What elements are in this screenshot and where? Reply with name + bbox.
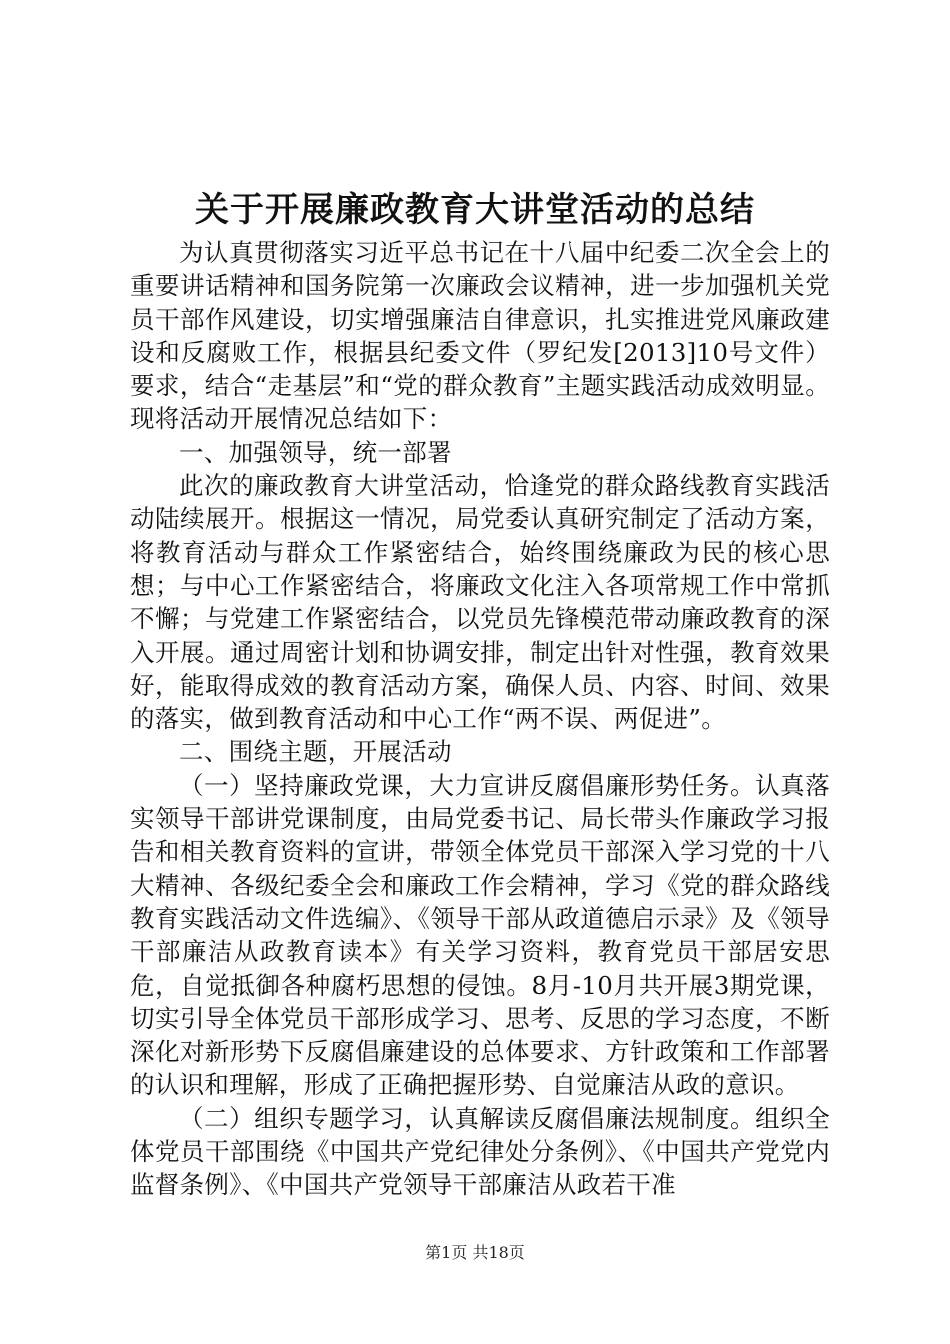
paragraph-subsection-2: （二）组织专题学习，认真解读反腐倡廉法规制度。组织全体党员干部围绕《中国共产党纪律处分条例》、《中国共产党党内监督条例》、《中国共产党领导干部廉洁从政若干准 <box>130 1103 830 1200</box>
paragraph-subsection-1: （一）坚持廉政党课，大力宣讲反腐倡廉形势任务。认真落实领导干部讲党课制度，由局党委书记、局长带头作廉政学习报告和相关教育资料的宣讲，带领全体党员干部深入学习党的十八大精神、各级纪委全会和廉政工作会精神，学习《党的群众路线教育实践活动文件选编》、《领导干部从政道德启示录》及《领导干部廉洁从政教育读本》有关学习资料，教育党员干部居安思危，自觉抵御各种腐朽思想的侵蚀。8月-10月共开展3期党课，切实引导全体党员干部形成学习、思考、反思的学习态度，不断深化对新形势下反腐倡廉建设的总体要求、方针政策和工作部署的认识和理解，形成了正确把握形势、自觉廉洁从政的意识。 <box>130 770 830 1100</box>
section-heading-1: 一、加强领导，统一部署 <box>179 437 452 467</box>
document-title: 关于开展廉政教育大讲堂活动的总结 <box>195 190 755 230</box>
page-number-footer: 第1页 共18页 <box>425 1243 525 1262</box>
document-body <box>130 236 830 1202</box>
paragraph-intro: 为认真贯彻落实习近平总书记在十八届中纪委二次全会上的重要讲话精神和国务院第一次廉政会议精神，进一步加强机关党员干部作风建设，切实增强廉洁自律意识，扎实推进党风廉政建设和反腐败工作，根据县纪委文件（罗纪发[2013]10号文件）要求，结合“走基层”和“党的群众教育”主题实践活动成效明显。现将活动开展情况总结如下： <box>130 238 830 434</box>
paragraph-section-1: 此次的廉政教育大讲堂活动，恰逢党的群众路线教育实践活动陆续展开。根据这一情况，局党委认真研究制定了活动方案，将教育活动与群众工作紧密结合，始终围绕廉政为民的核心思想；与中心工作紧密结合，将廉政文化注入各项常规工作中常抓不懈；与党建工作紧密结合，以党员先锋模范带动廉政教育的深入开展。通过周密计划和协调安排，制定出针对性强，教育效果好，能取得成效的教育活动方案，确保人员、内容、时间、效果的落实，做到教育活动和中心工作“两不误、两促进”。 <box>130 471 830 734</box>
section-heading-2: 二、围绕主题，开展活动 <box>179 737 452 767</box>
